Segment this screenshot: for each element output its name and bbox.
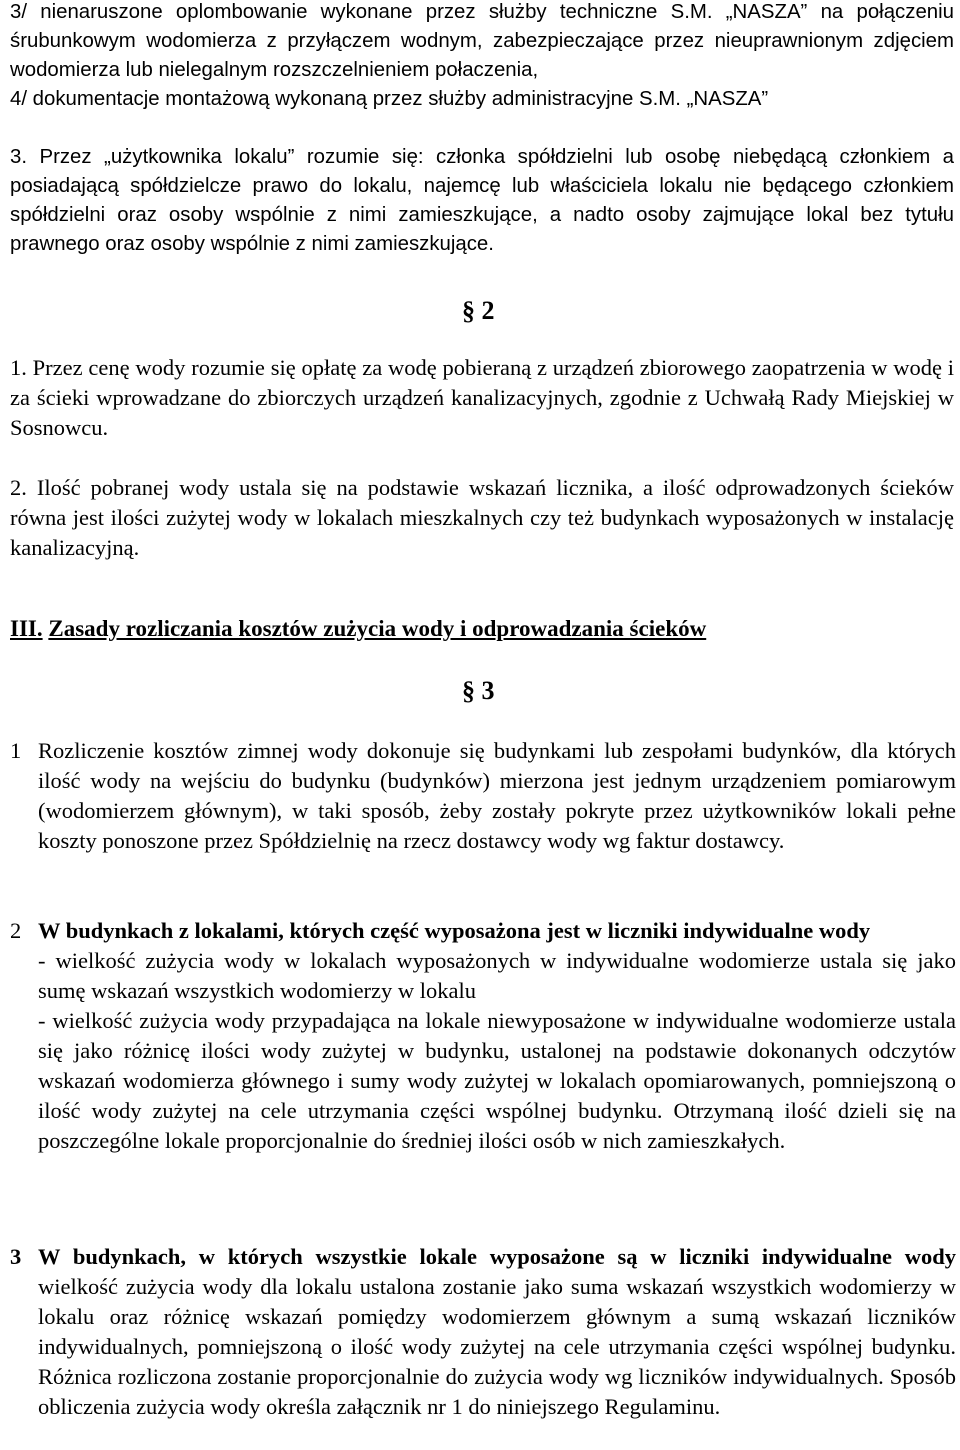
section-3-point-1 (38, 736, 956, 856)
section-3-point-3-heading: W budynkach, w których wszystkie lokale wyposażone są w liczniki indywidualne wody (38, 1244, 956, 1269)
section-2-point-2-number: 2. (10, 475, 27, 500)
point-3-paragraph (10, 143, 954, 259)
item-4-text: 4/ dokumentacje montażową wykonaną przez służby administracyjne S.M. „NASZA” (10, 88, 769, 110)
section-2-point-1-text: Przez cenę wody rozumie się opłatę za wodę pobieraną z urządzeń zbiorowego zaopatrzenia w wodę i za ścieki wprowadzane do zbiorczych urządzeń kanalizacyjnych, zgodnie z Uchwałą Rady Miejskiej w Sosnowcu. (10, 355, 954, 440)
chapter-3-heading (10, 616, 706, 642)
point-3-text: rozumie się: członka spółdzielni lub osobę niebędącą członkiem a posiadającą spółdzielcze prawo do lokalu, najemcę lub właściciela lokalu nie będącego członkiem spółdzielni oraz osoby wspólnie z nimi zamieszkujące, a nadto osoby zajmujące lokal bez tytułu prawnego oraz osoby wspólnie z nimi zamieszkujące. (10, 146, 954, 255)
section-3-point-2-heading: W budynkach z lokalami, których część wyposażona jest w liczniki indywidualne wody (38, 918, 871, 943)
point-3-term: „użytkownika lokalu” (104, 146, 295, 168)
point-3-body (10, 143, 954, 259)
section-3-point-2 (38, 916, 956, 1156)
chapter-3-roman: III. (10, 616, 43, 641)
section-2-sign: § 2 (462, 296, 495, 325)
section-3-sign: § 3 (462, 676, 495, 705)
section-3-point-2-dash-2: - wielkość zużycia wody przypadająca na lokale niewyposażone w indywidualne wodomierze ustala się jako różnicę ilości wody zużytej w budynku, ustalonej na podstawie dokonanych odczytów wskazań wodomierza głównego i sumy wody zużytej w lokalach opomiarowanych, pomniejszoną o ilość wody zużytej na cele utrzymania części wspólnej budynku. Otrzymaną ilość dzieli się na poszczególne lokale proporcjonalnie do średniej ilości osób w nich zamieszkałych. (38, 1008, 956, 1153)
section-2-point-1 (10, 353, 954, 443)
section-2-point-1-number: 1. (10, 355, 27, 380)
section-3-point-3 (38, 1242, 956, 1422)
section-2-point-2-text: Ilość pobranej wody ustala się na podstawie wskazań licznika, a ilość odprowadzonych ścieków równa jest ilości zużytej wody w lokalach mieszkalnych czy też budynkach wyposażonych w instalację kanalizacyjną. (10, 475, 954, 560)
point-3-lead: Przez (39, 146, 92, 168)
section-3-point-3-text: wielkość zużycia wody dla lokalu ustalona zostanie jako suma wskazań wszystkich wodomierzy w lokalu oraz różnicę wskazań pomiędzy wodomierzem głównym a sumą wskazań liczników indywidualnych, pomniejszoną o ilość wody zużytej na cele utrzymania części wspólnej budynku. Różnica rozliczona zostanie proporcjonalnie do zużycia wody wg liczników indywidualnych. Sposób obliczenia zużycia wody określa załącznik nr 1 do niniejszego Regulaminu. (38, 1274, 956, 1419)
item-4-paragraph (10, 85, 954, 114)
point-3-number: 3. (10, 146, 28, 168)
section-3-point-3-number: 3 (10, 1244, 22, 1269)
section-3-point-2-number: 2 (10, 918, 22, 943)
section-3-point-1-text: Rozliczenie kosztów zimnej wody dokonuje się budynkami lub zespołami budynków, dla których ilość wody na wejściu do budynku (budynków) mierzona jest jednym urządzeniem pomiarowym (wodomierzem głównym), w taki sposób, żeby zostały pokryte przez użytkowników lokali pełne koszty ponoszone przez Spółdzielnię na rzecz dostawcy wody wg faktur dostawcy. (38, 738, 956, 853)
section-2-point-2 (10, 473, 954, 563)
chapter-3-title: Zasady rozliczania kosztów zużycia wody i odprowadzania ścieków (48, 616, 707, 641)
section-3-point-1-number: 1 (10, 738, 22, 763)
item-3-paragraph (10, 0, 954, 85)
section-3-point-2-dash-1: - wielkość zużycia wody w lokalach wyposażonych w indywidualne wodomierze ustala się jako sumę wskazań wszystkich wodomierzy w lokalu (38, 948, 956, 1003)
item-3-text: 3/ nienaruszone oplombowanie wykonane przez służby techniczne S.M. „NASZA” na połączeniu śrubunkowym wodomierza z przyłączem wodnym, zabezpieczające przez nieuprawnionym zdjęciem wodomierza lub nielegalnym rozszczelnieniem połaczenia, (10, 1, 954, 81)
